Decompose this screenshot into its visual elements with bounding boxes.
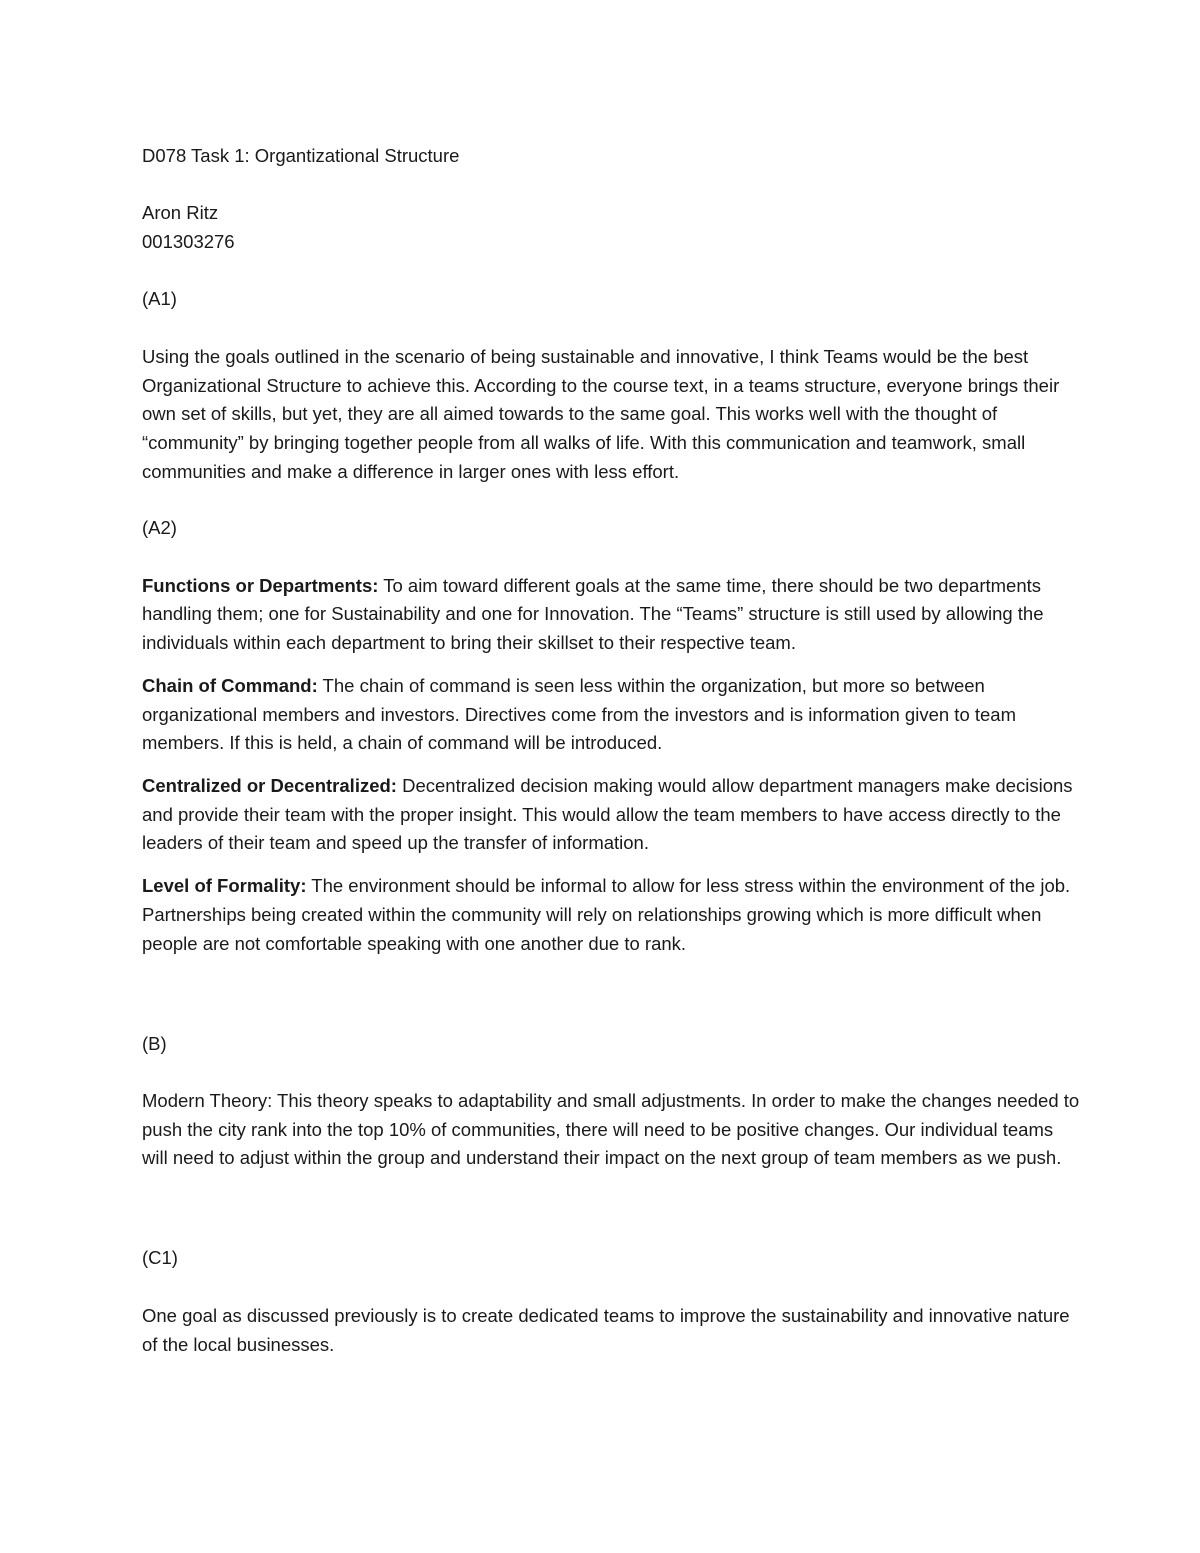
a2-item-text: The environment should be informal to allow for less stress within the environment of the job. Partnerships being created within the community will rely on relationships growing which is more difficult when people are not comfortable speaking with one another due to rank. [142, 875, 1071, 954]
a2-item-label: Level of Formality: [142, 875, 307, 897]
section-body-c1: One goal as discussed previously is to create dedicated teams to improve the sustainability and innovative nature of the local businesses. [142, 1304, 1070, 1355]
section-heading-b: (B) [142, 1032, 167, 1054]
a2-item-formality [142, 872, 1082, 958]
a2-item-text: To aim toward different goals at the same time, there should be two departments handling them; one for Sustainability and one for Innovation. The “Teams” structure is still used by allowing the individuals within each department to bring their skillset to their respective team. [142, 574, 1044, 654]
section-body-a1: Using the goals outlined in the scenario of being sustainable and innovative, I think Teams would be the best Organizational Structure to achieve this. According to the course text, in a teams structure, everyone brings their own set of skills, but yet, they are all aimed towards to the same goal. This works well with the thought of “community” by bringing together people from all walks of life. With this communication and teamwork, small communities and make a difference in larger ones with less effort. [142, 345, 1060, 482]
a2-item-label: Functions or Departments: [142, 574, 379, 596]
a2-item-centralization [142, 772, 1082, 858]
a2-item-label: Chain of Command: [142, 674, 318, 696]
section-heading-c1: (C1) [142, 1247, 178, 1269]
a2-item-chain-of-command [142, 672, 1082, 758]
author-name: Aron Ritz [142, 202, 219, 224]
section-heading-a2: (A2) [142, 517, 177, 539]
a2-item-text: Decentralized decision making would allow department managers make decisions and provide their team with the proper insight. This would allow the team members to have access directly to the leaders of their team and speed up the transfer of information. [142, 775, 1073, 854]
a2-item-functions [142, 572, 1082, 658]
section-body-b: Modern Theory: This theory speaks to adaptability and small adjustments. In order to make the changes needed to push the city rank into the top 10% of communities, there will need to be positive changes. Our individual teams will need to adjust within the group and understand their impact on the next group of team members as we push. [142, 1089, 1080, 1169]
a2-item-label: Centralized or Decentralized: [142, 775, 397, 796]
document-page [142, 142, 1082, 1373]
a2-item-text: The chain of command is seen less within the organization, but more so between organizational members and investors. Directives come from the investors and is information given to team members. If this is held, a chain of command will be introduced. [142, 674, 1016, 754]
student-id: 001303276 [142, 231, 235, 253]
section-heading-a1: (A1) [142, 288, 177, 310]
document-title: D078 Task 1: Organtizational Structure [142, 145, 460, 166]
